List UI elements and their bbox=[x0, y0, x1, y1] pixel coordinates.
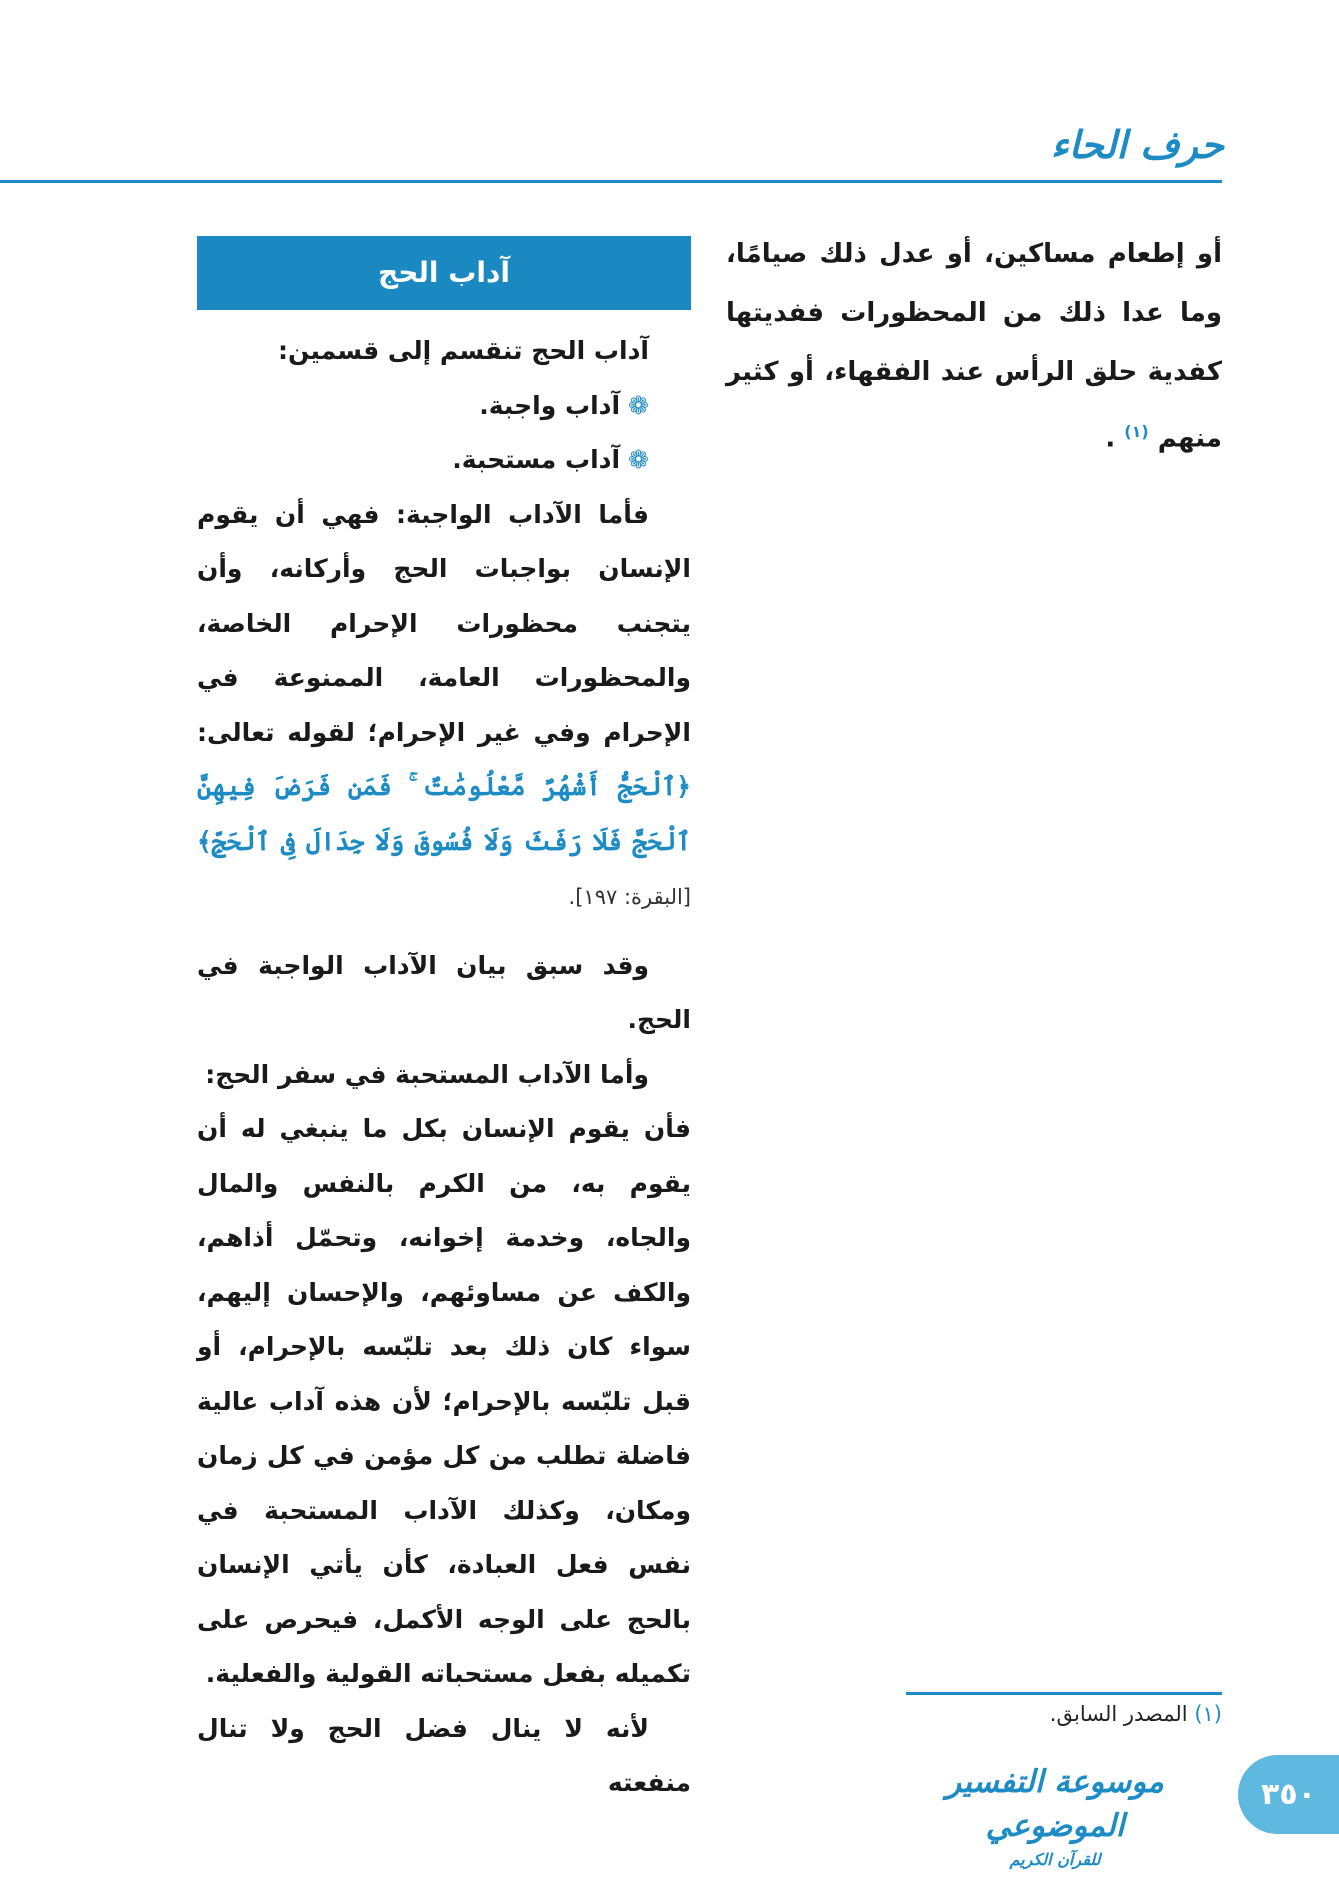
spacer bbox=[197, 925, 691, 939]
bullet-text: آداب مستحبة. bbox=[452, 445, 621, 474]
paragraph-continuation: لأنه لا ينال فضل الحج ولا تنال منفعته bbox=[197, 1713, 691, 1797]
flower-bullet-icon: ❁ bbox=[628, 390, 649, 420]
footnote-divider bbox=[906, 1692, 1222, 1695]
paragraph-recommended-heading: وأما الآداب المستحبة في سفر الحج: bbox=[205, 1059, 649, 1089]
page-number-tab: ٣٥٠ bbox=[1238, 1755, 1339, 1834]
section-title-box: آداب الحج bbox=[197, 236, 691, 310]
quran-reference: [البقرة: ١٩٧]. bbox=[568, 885, 691, 909]
page-header-title: حرف الحاء bbox=[1050, 122, 1224, 167]
right-column-end: . bbox=[1105, 423, 1116, 454]
paragraph-recommended-body: فأن يقوم الإنسان بكل ما ينبغي له أن يقوم به، من الكرم بالنفس والمال والجاه، وخدمة إخوانه، وتحمّل أذاهم، والكف عن مساوئهم، والإحسان إليهم، سواء كان ذلك بعد تلبّسه بالإحرام، أو قبل تلبّسه بالإحرام؛ لأن هذه آداب عالية فاضلة تطلب من كل مؤمن في كل زمان ومكان، وكذلك الآداب المستحبة في نفس فعل العبادة، كأن يأتي الإنسان بالحج على الوجه الأكمل، فيحرص على تكميله بفعل مستحباته القولية والفعلية. bbox=[197, 1114, 691, 1688]
header-divider bbox=[0, 180, 1222, 183]
spacer bbox=[197, 310, 691, 324]
footnote-number: (١) bbox=[1194, 1702, 1222, 1726]
bullet-item bbox=[197, 433, 691, 488]
left-column bbox=[197, 236, 691, 1811]
bullet-item bbox=[197, 379, 691, 434]
bullet-text: آداب واجبة. bbox=[479, 390, 621, 420]
right-column-text bbox=[726, 225, 1222, 469]
paragraph-obligatory-etiquette bbox=[197, 488, 691, 925]
section-intro: آداب الحج تنقسم إلى قسمين: bbox=[277, 336, 649, 365]
paragraph-text: فأما الآداب الواجبة: فهي أن يقوم الإنسان بواجبات الحج وأركانه، وأن يتجنب محظورات الإحرام الخاصة، والمحظورات العامة، الممنوعة في الإحرام وفي غير الإحرام؛ لقوله تعالى: bbox=[197, 499, 691, 747]
quran-verse: ﴿ٱلْحَجُّ أَشْهُرٌ مَّعْلُومَٰتٌ ۚ فَمَن فَرَضَ فِيهِنَّ ٱلْحَجَّ فَلَا رَفَثَ وَلَا فُسُوقَ وَلَا جِدَالَ فِى ٱلْحَجِّ﴾ bbox=[197, 772, 691, 856]
encyclopedia-logo bbox=[930, 1760, 1180, 1869]
logo-subtitle: للقرآن الكريم bbox=[1009, 1850, 1101, 1869]
right-column-paragraph: أو إطعام مساكين، أو عدل ذلك صيامًا، وما عدا ذلك من المحظورات ففديتها كفدية حلق الرأس عند الفقهاء، أو كثير منهم bbox=[726, 239, 1222, 454]
logo-title: موسوعة التفسير الموضوعي bbox=[946, 1764, 1164, 1844]
flower-bullet-icon: ❁ bbox=[628, 445, 649, 474]
footnote bbox=[906, 1702, 1222, 1726]
footnote-marker[interactable]: (١) bbox=[1124, 422, 1149, 441]
footnote-text: المصدر السابق. bbox=[1049, 1702, 1188, 1726]
paragraph-previously-explained: وقد سبق بيان الآداب الواجبة في الحج. bbox=[197, 950, 691, 1034]
